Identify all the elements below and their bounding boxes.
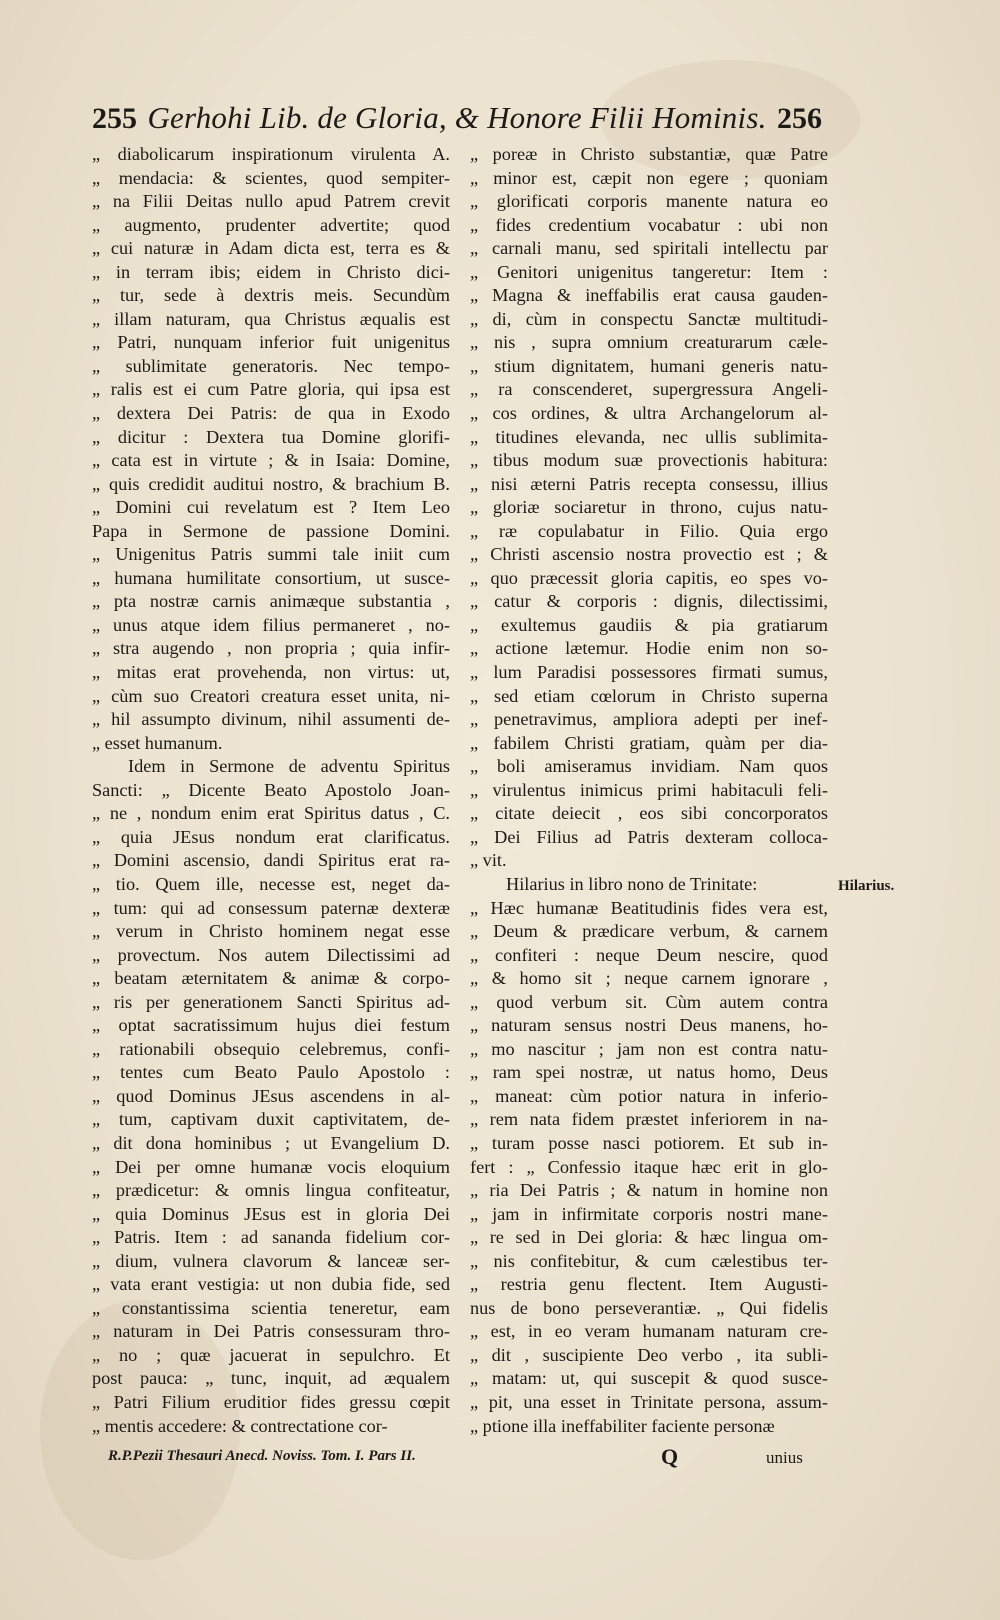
running-title: Gerhohi Lib. de Gloria, & Honore Filii Hominis.	[147, 100, 767, 135]
text-line: „ prædicetur: & omnis lingua confiteatur,	[92, 1180, 450, 1201]
text-line: „ naturam in Dei Patris consessuram thro-	[92, 1321, 450, 1342]
text-line: „ boli amiseramus invidiam. Nam quos	[470, 756, 828, 777]
text-line: „ pit, una esset in Trinitate persona, assum-	[470, 1391, 828, 1412]
text-line: „ penetravimus, ampliora adepti per inef-	[470, 709, 828, 730]
text-line: „ pta nostræ carnis animæque substantia ,	[92, 591, 450, 612]
text-line: „ ra conscenderet, supergressura Angeli-	[470, 379, 828, 400]
text-line: „ tio. Quem ille, necesse est, neget da-	[92, 873, 450, 894]
text-line: Idem in Sermone de adventu Spiritus	[128, 756, 450, 777]
running-header	[92, 100, 822, 140]
text-line: „ beatam æternitatem & animæ & corpo-	[92, 968, 450, 989]
text-line: „ quia Dominus JEsus est in gloria Dei	[92, 1203, 450, 1224]
text-line: „ cata est in virtute ; & in Isaia: Domine,	[92, 450, 450, 471]
text-line: „ ne , nondum enim erat Spiritus datus , C.	[92, 803, 450, 824]
text-line: nus de bono perseverantiæ. „ Qui fidelis	[470, 1297, 828, 1318]
text-line: „ Magna & ineffabilis erat causa gauden-	[470, 285, 828, 306]
text-line: „ glorificati corporis manente natura eo	[470, 191, 828, 212]
text-line: „ tur, sede à dextris meis. Secundùm	[92, 285, 450, 306]
page-number-left: 255	[92, 102, 137, 135]
text-line: „ minor est, cæpit non egere ; quoniam	[470, 167, 828, 188]
text-line: „ maneat: cùm potior natura in inferio-	[470, 1085, 828, 1106]
text-line: „ dicitur : Dextera tua Domine glorifi-	[92, 426, 450, 447]
text-line: „ dium, vulnera clavorum & lanceæ ser-	[92, 1250, 450, 1271]
text-line: fert : „ Confessio itaque hæc erit in glo-	[470, 1156, 828, 1177]
text-line: „ verum in Christo hominem negat esse	[92, 921, 450, 942]
text-line: „ tentes cum Beato Paulo Apostolo :	[92, 1062, 450, 1083]
text-line: „ Genitori unigenitus tangeretur: Item :	[470, 261, 828, 282]
text-line: „ nis confitebitur, & cum cælestibus ter-	[470, 1250, 828, 1271]
text-line: „ sed etiam cœlorum in Christo superna	[470, 685, 828, 706]
text-line: „ lum Paradisi possessores firmati sumus,	[470, 662, 828, 683]
text-line: „ fides credentium vocabatur : ubi non	[470, 214, 828, 235]
text-line: post pauca: „ tunc, inquit, ad æqualem	[92, 1368, 450, 1389]
catchword: unius	[766, 1448, 803, 1467]
text-line: „ ris per generationem Sancti Spiritus ad-	[92, 991, 450, 1012]
text-line: „ nisi æterni Patris recepta consessu, illius	[470, 473, 828, 494]
margin-note: Hilarius.	[838, 878, 895, 894]
text-line: „ & homo sit ; neque carnem ignorare ,	[470, 968, 828, 989]
text-line: „ diabolicarum inspirationum virulenta A.	[92, 144, 450, 164]
footer-signature: R.P.Pezii Thesauri Anecd. Noviss. Tom. I. Pars II.	[108, 1448, 416, 1464]
text-line: „ mentis accedere: & contrectatione cor-	[92, 1415, 388, 1436]
text-line: „ Patris. Item : ad sananda fidelium cor-	[92, 1227, 450, 1248]
text-line: „ restria genu flectent. Item Augusti-	[470, 1274, 828, 1295]
text-line: „ Dei Filius ad Patris dexteram colloca-	[470, 826, 828, 847]
text-line: „ carnali manu, sed spiritali intellectu par	[470, 238, 828, 259]
text-line: „ est, in eo veram humanam naturam cre-	[470, 1321, 828, 1342]
text-line: „ mendacia: & scientes, quod sempiter-	[92, 167, 450, 188]
text-line: „ turam posse nasci potiorem. Et sub in-	[470, 1132, 828, 1153]
text-line: „ naturam sensus nostri Deus manens, ho-	[470, 1015, 828, 1036]
text-line: „ jam in infirmitate corporis nostri mane-	[470, 1203, 828, 1224]
text-line: „ quo præcessit gloria capitis, eo spes vo-	[470, 567, 828, 588]
text-line: „ stra augendo , non propria ; quia infir-	[92, 638, 450, 659]
text-line: „ catur & corporis : dignis, dilectissimi,	[470, 591, 828, 612]
text-line: „ vit.	[470, 850, 507, 871]
signature-mark: Q	[661, 1444, 679, 1469]
text-line: „ vata erant vestigia: ut non dubia fide, sed	[92, 1274, 450, 1295]
text-line: „ quia JEsus nondum erat clarificatus.	[92, 826, 450, 847]
text-line: „ constantissima scientia teneretur, eam	[92, 1297, 450, 1318]
text-line: „ tum, captivam duxit captivitatem, de-	[92, 1109, 450, 1130]
text-line: „ Deum & prædicare verbum, & carnem	[470, 921, 828, 942]
text-line: „ ræ copulabatur in Filio. Quia ergo	[470, 520, 828, 541]
text-line: „ Patri, nunquam inferior fuit unigenitus	[92, 332, 450, 353]
text-line: „ Hæc humanæ Beatitudinis fides vera est,	[470, 897, 828, 918]
text-line: „ Unigenitus Patris summi tale iniit cum	[92, 544, 450, 565]
text-line: „ dextera Dei Patris: de qua in Exodo	[92, 403, 450, 424]
text-line: „ titudines elevanda, nec ullis sublimita-	[470, 426, 828, 447]
text-line: „ sublimitate generatoris. Nec tempo-	[92, 355, 450, 376]
text-line: Papa in Sermone de passione Domini.	[92, 520, 450, 541]
text-line: „ ram spei nostræ, ut natus homo, Deus	[470, 1062, 828, 1083]
text-line: „ quod Dominus JEsus ascendens in al-	[92, 1085, 450, 1106]
text-line: „ rem nata fidem præstet inferiorem in na-	[470, 1109, 828, 1130]
text-line: „ hil assumpto divinum, nihil assumenti de-	[92, 709, 450, 730]
right-column	[470, 143, 828, 1438]
left-column	[92, 143, 450, 1438]
page-footer	[108, 1444, 828, 1476]
page-number-right: 256	[776, 102, 822, 135]
text-line: Hilarius in libro nono de Trinitate:	[506, 873, 758, 894]
text-line: „ provectum. Nos autem Dilectissimi ad	[92, 944, 450, 965]
text-line: „ mitas erat provehenda, non virtus: ut,	[92, 662, 450, 683]
text-line: „ optat sacratissimum hujus diei festum	[92, 1015, 450, 1036]
text-line: „ dit , suscipiente Deo verbo , ita subli-	[470, 1344, 828, 1365]
text-line: „ nis , supra omnium creaturarum cæle-	[470, 332, 828, 353]
text-line: „ augmento, prudenter advertite; quod	[92, 214, 450, 235]
text-line: „ unus atque idem filius permaneret , no-	[92, 614, 450, 635]
text-line: „ ptione illa ineffabiliter faciente personæ	[470, 1415, 775, 1436]
text-line: „ actione lætemur. Hodie enim non so-	[470, 638, 828, 659]
text-line: „ rationabili obsequio celebremus, confi-	[92, 1038, 450, 1059]
text-line: „ gloriæ sociaretur in throno, cujus natu-	[470, 497, 828, 518]
text-line: „ re sed in Dei gloria: & hæc lingua om-	[470, 1227, 828, 1248]
text-line: „ Christi ascensio nostra provectio est ; &	[470, 544, 828, 565]
text-line: „ tibus modum suæ provectionis habitura:	[470, 450, 828, 471]
text-line: „ ria Dei Patris ; & natum in homine non	[470, 1180, 828, 1201]
text-line: Sancti: „ Dicente Beato Apostolo Joan-	[92, 779, 450, 800]
text-line: „ citate deiecit , eos sibi concorporatos	[470, 803, 828, 824]
text-line: „ matam: ut, qui suscepit & quod susce-	[470, 1368, 828, 1389]
text-line: „ cùm suo Creatori creatura esset unita, ni-	[92, 685, 450, 706]
text-line: „ esset humanum.	[92, 732, 223, 753]
text-line: „ di, cùm in conspectu Sanctæ multitudi-	[470, 308, 828, 329]
text-line: „ no ; quæ jacuerat in sepulchro. Et	[92, 1344, 450, 1365]
text-line: „ ralis est ei cum Patre gloria, qui ipsa est	[92, 379, 450, 400]
text-line: „ cui naturæ in Adam dicta est, terra es &	[92, 238, 450, 259]
text-line: „ exultemus gaudiis & pia gratiarum	[470, 614, 828, 635]
text-line: „ quis credidit auditui nostro, & brachium B.	[92, 473, 450, 494]
text-line: „ virulentus inimicus primi habitaculi feli-	[470, 779, 828, 800]
text-line: „ Dei per omne humanæ vocis eloquium	[92, 1156, 450, 1177]
text-line: „ quod verbum sit. Cùm autem contra	[470, 991, 828, 1012]
text-line: „ tum: qui ad consessum paternæ dexteræ	[92, 897, 450, 918]
text-line: „ Patri Filium eruditior fides gressu cœpit	[92, 1391, 450, 1412]
text-line: „ na Filii Deitas nullo apud Patrem crevit	[92, 191, 450, 212]
text-line: „ poreæ in Christo substantiæ, quæ Patre	[470, 144, 828, 164]
text-line: „ mo nascitur ; jam non est contra natu-	[470, 1038, 828, 1059]
text-line: „ Domini ascensio, dandi Spiritus erat ra-	[92, 850, 450, 871]
text-line: „ illam naturam, qua Christus æqualis est	[92, 308, 450, 329]
text-line: „ humana humilitate consortium, ut susce-	[92, 567, 450, 588]
text-line: „ confiteri : neque Deum nescire, quod	[470, 944, 828, 965]
text-line: „ stium dignitatem, humani generis natu-	[470, 355, 828, 376]
text-line: „ in terram ibis; eidem in Christo dici-	[92, 261, 450, 282]
text-line: „ dit dona hominibus ; ut Evangelium D.	[92, 1132, 450, 1153]
text-line: „ fabilem Christi gratiam, quàm per dia-	[470, 732, 828, 753]
text-line: „ Domini cui revelatum est ? Item Leo	[92, 497, 450, 518]
text-line: „ cos ordines, & ultra Archangelorum al-	[470, 403, 828, 424]
